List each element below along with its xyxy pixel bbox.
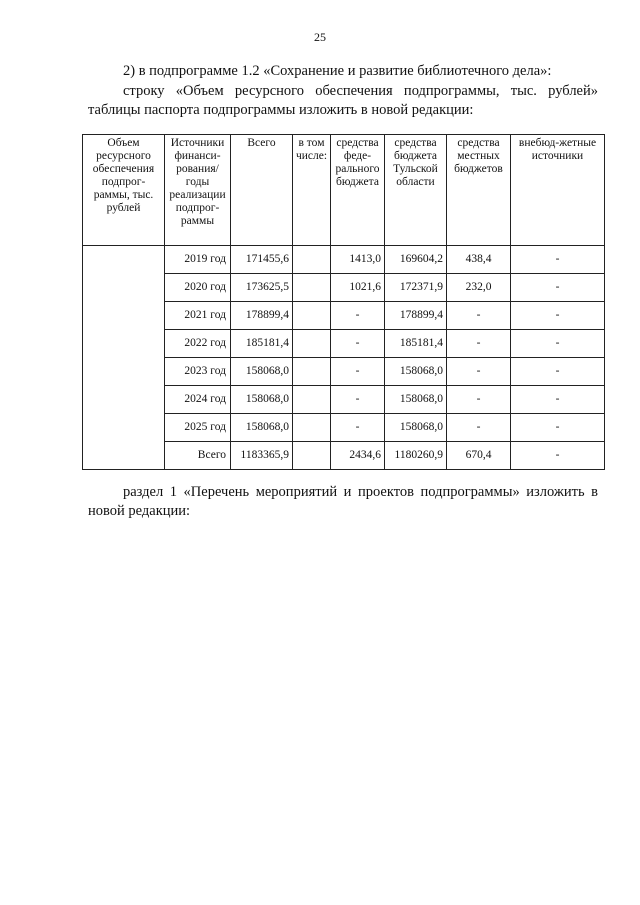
intro-line-2: строку «Объем ресурсного обеспечения подпрограммы, тыс. рублей» таблицы паспорта подпрограммы изложить в новой редакции: <box>88 83 598 118</box>
federal-cell: - <box>331 302 385 330</box>
regional-cell: 185181,4 <box>385 330 447 358</box>
empty-cell <box>293 358 331 386</box>
merged-empty-cell <box>83 246 165 470</box>
year-cell: 2024 год <box>165 386 231 414</box>
empty-cell <box>293 386 331 414</box>
federal-cell: - <box>331 386 385 414</box>
header-cell: Источники финанси-рования/ годы реализации подпрог-раммы <box>165 135 231 246</box>
table-row <box>83 246 605 274</box>
local-cell: 232,0 <box>447 274 511 302</box>
year-cell: 2020 год <box>165 274 231 302</box>
total-label-cell: Всего <box>165 442 231 470</box>
federal-cell: 1021,6 <box>331 274 385 302</box>
regional-cell: 158068,0 <box>385 414 447 442</box>
header-cell: Всего <box>231 135 293 246</box>
local-cell: 670,4 <box>447 442 511 470</box>
extra-cell: - <box>511 302 605 330</box>
empty-cell <box>293 246 331 274</box>
extra-cell: - <box>511 414 605 442</box>
federal-cell: - <box>331 358 385 386</box>
total-cell: 158068,0 <box>231 358 293 386</box>
empty-cell <box>293 442 331 470</box>
total-cell: 185181,4 <box>231 330 293 358</box>
total-cell: 158068,0 <box>231 414 293 442</box>
empty-cell <box>293 302 331 330</box>
header-cell: Объем ресурсного обеспечения подпрог-раммы, тыс. рублей <box>83 135 165 246</box>
federal-cell: 2434,6 <box>331 442 385 470</box>
year-cell: 2025 год <box>165 414 231 442</box>
total-cell: 158068,0 <box>231 386 293 414</box>
table-header-row <box>83 135 605 246</box>
extra-cell: - <box>511 246 605 274</box>
empty-cell <box>293 274 331 302</box>
year-cell: 2022 год <box>165 330 231 358</box>
header-cell: в том числе: <box>293 135 331 246</box>
regional-cell: 178899,4 <box>385 302 447 330</box>
extra-cell: - <box>511 442 605 470</box>
extra-cell: - <box>511 358 605 386</box>
extra-cell: - <box>511 386 605 414</box>
total-cell: 1183365,9 <box>231 442 293 470</box>
local-cell: - <box>447 330 511 358</box>
empty-cell <box>293 414 331 442</box>
regional-cell: 158068,0 <box>385 386 447 414</box>
regional-cell: 169604,2 <box>385 246 447 274</box>
year-cell: 2019 год <box>165 246 231 274</box>
federal-cell: 1413,0 <box>331 246 385 274</box>
extra-cell: - <box>511 274 605 302</box>
header-cell: внебюд-жетные источники <box>511 135 605 246</box>
local-cell: - <box>447 386 511 414</box>
header-cell: средства бюджета Тульской области <box>385 135 447 246</box>
year-cell: 2021 год <box>165 302 231 330</box>
total-cell: 178899,4 <box>231 302 293 330</box>
federal-cell: - <box>331 414 385 442</box>
local-cell: - <box>447 302 511 330</box>
local-cell: - <box>447 414 511 442</box>
federal-cell: - <box>331 330 385 358</box>
regional-cell: 172371,9 <box>385 274 447 302</box>
empty-cell <box>293 330 331 358</box>
intro-line-1: 2) в подпрограмме 1.2 «Сохранение и развитие библиотечного дела»: <box>123 63 552 79</box>
year-cell: 2023 год <box>165 358 231 386</box>
header-cell: средства феде-рального бюджета <box>331 135 385 246</box>
total-cell: 171455,6 <box>231 246 293 274</box>
local-cell: 438,4 <box>447 246 511 274</box>
header-cell: средства местных бюджетов <box>447 135 511 246</box>
local-cell: - <box>447 358 511 386</box>
outro-paragraph: раздел 1 «Перечень мероприятий и проектов подпрограммы» изложить в новой редакции: <box>88 484 598 519</box>
total-cell: 173625,5 <box>231 274 293 302</box>
extra-cell: - <box>511 330 605 358</box>
resource-table <box>82 134 605 470</box>
regional-cell: 1180260,9 <box>385 442 447 470</box>
page-number: 25 <box>314 30 326 44</box>
regional-cell: 158068,0 <box>385 358 447 386</box>
